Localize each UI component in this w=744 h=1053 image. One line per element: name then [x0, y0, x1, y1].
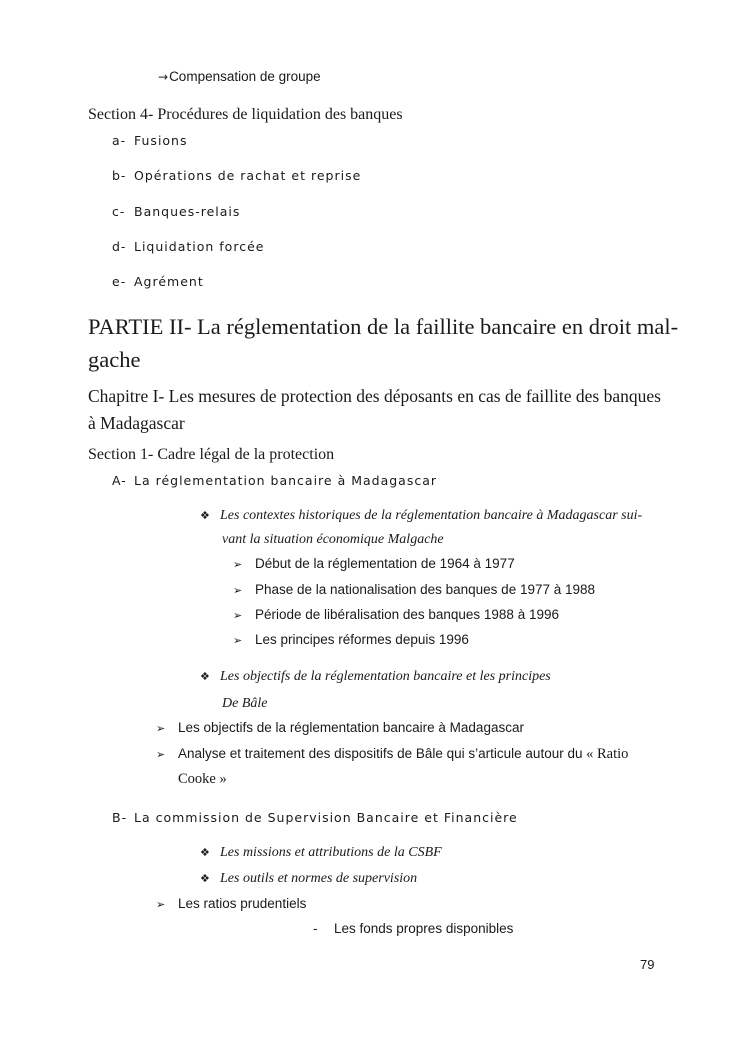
- subsection-a-heading: [112, 473, 437, 488]
- bullet-label: Les contextes historiques de la réglementation bancaire à Madagascar sui-: [220, 508, 643, 523]
- list-item-label: Agrément: [134, 274, 204, 289]
- bullet-item: [200, 871, 417, 887]
- section-4-heading: Section 4- Procédures de liquidation des banques: [88, 106, 403, 123]
- subsection-b-heading: [112, 810, 518, 825]
- bullet-label-continuation: vant la situation économique Malgache: [222, 532, 444, 547]
- diamond-bullet-icon: ❖: [200, 670, 210, 683]
- list-marker: A-: [112, 473, 127, 488]
- bullet-item: [200, 669, 551, 685]
- arrowhead-bullet-icon: ➢: [233, 609, 243, 622]
- list-item: [156, 746, 628, 763]
- list-item-label: Analyse et traitement des dispositifs de Bâle qui s’articule autour du: [178, 746, 583, 761]
- list-item: [233, 556, 515, 571]
- list-marker: c-: [112, 204, 126, 219]
- list-item: [233, 607, 559, 622]
- chapitre-1-heading-line-2: à Madagascar: [88, 413, 185, 433]
- list-item-label: Banques-relais: [134, 204, 241, 219]
- list-item-label: Période de libéralisation des banques 1988 à 1996: [255, 607, 559, 622]
- list-item-label: Les fonds propres disponibles: [334, 921, 514, 936]
- bullet-item: [200, 845, 442, 861]
- list-marker: e-: [112, 274, 127, 289]
- toc-item-label: Compensation de groupe: [169, 69, 321, 84]
- list-marker: b-: [112, 168, 127, 183]
- arrowhead-bullet-icon: ➢: [156, 898, 166, 911]
- list-item: [112, 204, 240, 219]
- subsection-label: La réglementation bancaire à Madagascar: [134, 473, 438, 488]
- partie-2-heading-line-1: PARTIE II- La réglementation de la faillite bancaire en droit mal-: [88, 314, 679, 339]
- dash-marker: -: [313, 921, 318, 936]
- list-item-label: Les principes réformes depuis 1996: [255, 632, 469, 647]
- list-item: [112, 133, 188, 148]
- partie-2-heading-line-2: gache: [88, 347, 141, 372]
- list-item: [233, 632, 469, 647]
- bullet-label: Les objectifs de la réglementation bancaire et les principes: [220, 669, 551, 684]
- section-1-heading: Section 1- Cadre légal de la protection: [88, 446, 335, 463]
- arrowhead-bullet-icon: ➢: [156, 748, 166, 761]
- list-item: [313, 921, 513, 936]
- arrowhead-bullet-icon: ➢: [233, 584, 243, 597]
- arrowhead-bullet-icon: ➢: [233, 634, 243, 647]
- list-item: [112, 168, 361, 183]
- list-marker: B-: [112, 810, 128, 825]
- list-item: [156, 720, 524, 735]
- arrow-right-icon: →: [158, 70, 169, 84]
- list-item-label: Début de la réglementation de 1964 à 1977: [255, 556, 515, 571]
- list-marker: d-: [112, 239, 127, 254]
- bullet-item: [200, 508, 642, 524]
- diamond-bullet-icon: ❖: [200, 509, 210, 522]
- toc-item-compensation: [158, 69, 321, 84]
- list-item-label: Liquidation forcée: [134, 239, 265, 254]
- list-item: [112, 274, 204, 289]
- list-item-label: Les ratios prudentiels: [178, 896, 307, 911]
- subsection-label: La commission de Supervision Bancaire et Financière: [134, 810, 518, 825]
- list-item-label-tail: « Ratio: [582, 746, 629, 762]
- list-item-label: Opérations de rachat et reprise: [134, 168, 362, 183]
- diamond-bullet-icon: ❖: [200, 846, 210, 859]
- list-item: [112, 239, 264, 254]
- arrowhead-bullet-icon: ➢: [233, 558, 243, 571]
- list-item-label: Les objectifs de la réglementation bancaire à Madagascar: [178, 720, 524, 735]
- chapitre-1-heading-line-1: Chapitre I- Les mesures de protection des déposants en cas de faillite des banques: [88, 386, 661, 406]
- list-item-label-continuation: Cooke »: [178, 771, 227, 787]
- bullet-label: Les missions et attributions de la CSBF: [220, 845, 442, 860]
- list-item-label: Phase de la nationalisation des banques de 1977 à 1988: [255, 582, 596, 597]
- bullet-label: Les outils et normes de supervision: [220, 871, 418, 886]
- arrowhead-bullet-icon: ➢: [156, 722, 166, 735]
- list-item: [233, 582, 595, 597]
- page-number: 79: [640, 957, 655, 972]
- diamond-bullet-icon: ❖: [200, 872, 210, 885]
- list-item-label: Fusions: [134, 133, 188, 148]
- list-marker: a-: [112, 133, 127, 148]
- bullet-label-continuation: De Bâle: [222, 696, 268, 711]
- list-item: [156, 896, 306, 911]
